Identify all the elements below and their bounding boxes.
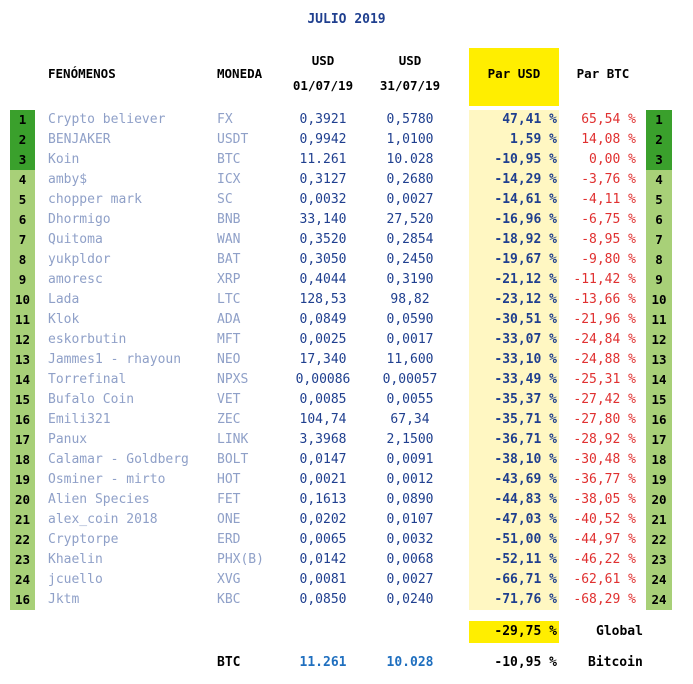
participant-name: BENJAKER (48, 132, 111, 147)
bitcoin-usd2: 10.028 (386, 655, 434, 670)
rank-number: 22 (10, 530, 35, 550)
usd-start-value: 0,3127 (299, 172, 347, 187)
participant-name: Osminer - mirto (48, 472, 166, 487)
par-btc-value: -9,80 % (581, 252, 636, 267)
rank-number-right: 5 (646, 190, 672, 210)
par-usd-value: -14,29 % (494, 172, 557, 187)
usd-start-value: 0,3050 (299, 252, 347, 267)
rank-number-right: 16 (646, 410, 672, 430)
rank-number-right: 1 (646, 110, 672, 130)
participant-name: Jammes1 - rhayoun (48, 352, 182, 367)
usd-end-value: 0,0107 (386, 512, 434, 527)
par-btc-value: -25,31 % (573, 372, 636, 387)
rank-number: 3 (10, 150, 35, 170)
participant-name: Lada (48, 292, 80, 307)
participant-name: Koin (48, 152, 80, 167)
usd-end-value: 67,34 (390, 412, 430, 427)
par-btc-value: -6,75 % (581, 212, 636, 227)
par-btc-value: -27,80 % (573, 412, 636, 427)
par-btc-value: -36,77 % (573, 472, 636, 487)
usd-start-value: 0,3921 (299, 112, 347, 127)
par-usd-value: -21,12 % (494, 272, 557, 287)
usd-end-value: 0,0012 (386, 472, 434, 487)
par-btc-value: -11,42 % (573, 272, 636, 287)
usd-end-value: 11,600 (386, 352, 434, 367)
participant-name: Khaelin (48, 552, 103, 567)
usd-start-value: 0,00086 (295, 372, 351, 387)
rank-number: 23 (10, 550, 35, 570)
par-usd-value: -19,67 % (494, 252, 557, 267)
par-usd-value: -38,10 % (494, 452, 557, 467)
rank-number-right: 10 (646, 290, 672, 310)
usd-start-value: 0,0850 (299, 592, 347, 607)
usd-end-value: 0,0027 (386, 572, 434, 587)
usd-start-value: 33,140 (299, 212, 347, 227)
usd-end-value: 0,0055 (386, 392, 434, 407)
usd-end-value: 0,0068 (386, 552, 434, 567)
rank-number: 16 (10, 410, 35, 430)
header-par-usd: Par USD (487, 66, 541, 81)
par-usd-value: -36,71 % (494, 432, 557, 447)
rank-number-right: 2 (646, 130, 672, 150)
rank-number: 11 (10, 310, 35, 330)
usd-end-value: 0,00057 (382, 372, 438, 387)
par-btc-value: -68,29 % (573, 592, 636, 607)
participant-name: Crypto believer (48, 112, 166, 127)
usd-end-value: 0,3190 (386, 272, 434, 287)
usd-start-value: 0,0065 (299, 532, 347, 547)
par-btc-value: -62,61 % (573, 572, 636, 587)
rank-number: 9 (10, 270, 35, 290)
rank-number-right: 23 (646, 550, 672, 570)
par-btc-value: -3,76 % (581, 172, 636, 187)
coin-symbol: ONE (217, 512, 241, 527)
page-title: JULIO 2019 (307, 12, 386, 27)
usd-start-value: 11.261 (299, 152, 347, 167)
usd-start-value: 3,3968 (299, 432, 347, 447)
par-btc-value: -46,22 % (573, 552, 636, 567)
participant-name: eskorbutin (48, 332, 127, 347)
usd-end-value: 0,0240 (386, 592, 434, 607)
usd-end-value: 27,520 (386, 212, 434, 227)
rank-number-right: 4 (646, 170, 672, 190)
rank-number-right: 20 (646, 490, 672, 510)
par-btc-value: -24,88 % (573, 352, 636, 367)
rank-number: 5 (10, 190, 35, 210)
usd-end-value: 0,2680 (386, 172, 434, 187)
par-btc-value: -27,42 % (573, 392, 636, 407)
par-usd-value: -66,71 % (494, 572, 557, 587)
participant-name: jcuello (48, 572, 103, 587)
rank-number-right: 24 (646, 570, 672, 590)
global-value: -29,75 % (494, 624, 557, 639)
par-usd-value: 1,59 % (510, 132, 557, 147)
rank-number-right: 24 (646, 590, 672, 610)
participant-name: Dhormigo (48, 212, 111, 227)
participant-name: Panux (48, 432, 88, 447)
coin-symbol: PHX(B) (217, 552, 264, 567)
rank-number: 10 (10, 290, 35, 310)
coin-symbol: BAT (217, 252, 241, 267)
rank-number-right: 6 (646, 210, 672, 230)
rank-number-right: 17 (646, 430, 672, 450)
participant-name: Klok (48, 312, 80, 327)
participant-name: Quitoma (48, 232, 103, 247)
usd-start-value: 0,0032 (299, 192, 347, 207)
participant-name: alex_coin 2018 (48, 512, 158, 527)
coin-symbol: BTC (217, 152, 241, 167)
usd-end-value: 0,2450 (386, 252, 434, 267)
coin-symbol: ZEC (217, 412, 241, 427)
usd-start-value: 17,340 (299, 352, 347, 367)
rank-number: 18 (10, 450, 35, 470)
par-usd-value: -43,69 % (494, 472, 557, 487)
usd-start-value: 0,0849 (299, 312, 347, 327)
usd-start-value: 0,0202 (299, 512, 347, 527)
bitcoin-par-usd: -10,95 % (494, 655, 557, 670)
usd-start-value: 0,0085 (299, 392, 347, 407)
header-usd2: USD (398, 53, 422, 68)
par-usd-value: -35,37 % (494, 392, 557, 407)
rank-number-right: 11 (646, 310, 672, 330)
par-usd-value: -30,51 % (494, 312, 557, 327)
rank-number: 21 (10, 510, 35, 530)
header-usd1-date: 01/07/19 (292, 78, 354, 93)
par-btc-value: 0,00 % (589, 152, 636, 167)
participant-name: chopper mark (48, 192, 142, 207)
rank-number: 14 (10, 370, 35, 390)
rank-number: 15 (10, 390, 35, 410)
usd-end-value: 0,0890 (386, 492, 434, 507)
rank-number: 12 (10, 330, 35, 350)
rank-number-right: 15 (646, 390, 672, 410)
coin-symbol: ERD (217, 532, 241, 547)
usd-end-value: 0,0017 (386, 332, 434, 347)
usd-start-value: 0,0147 (299, 452, 347, 467)
rank-number: 17 (10, 430, 35, 450)
rank-number-right: 3 (646, 150, 672, 170)
par-usd-value: -23,12 % (494, 292, 557, 307)
par-usd-value: -18,92 % (494, 232, 557, 247)
header-moneda: MONEDA (217, 66, 263, 81)
usd-end-value: 0,5780 (386, 112, 434, 127)
coin-symbol: VET (217, 392, 241, 407)
participant-name: amby$ (48, 172, 88, 187)
par-usd-value: -71,76 % (494, 592, 557, 607)
rank-number: 6 (10, 210, 35, 230)
usd-end-value: 0,2854 (386, 232, 434, 247)
par-usd-value: -33,49 % (494, 372, 557, 387)
coin-symbol: ICX (217, 172, 241, 187)
rank-number-right: 12 (646, 330, 672, 350)
rank-number-right: 19 (646, 470, 672, 490)
participant-name: Torrefinal (48, 372, 127, 387)
coin-symbol: BNB (217, 212, 241, 227)
par-usd-value: -52,11 % (494, 552, 557, 567)
usd-end-value: 0,0032 (386, 532, 434, 547)
coin-symbol: USDT (217, 132, 249, 147)
usd-end-value: 0,0027 (386, 192, 434, 207)
coin-symbol: LTC (217, 292, 241, 307)
participant-name: yukpldor (48, 252, 111, 267)
participant-name: Jktm (48, 592, 80, 607)
participant-name: Emili321 (48, 412, 111, 427)
par-btc-value: -4,11 % (581, 192, 636, 207)
usd-start-value: 0,0025 (299, 332, 347, 347)
rank-number: 8 (10, 250, 35, 270)
par-btc-value: -44,97 % (573, 532, 636, 547)
participant-name: Cryptorpe (48, 532, 119, 547)
coin-symbol: FX (217, 112, 233, 127)
rank-number-right: 7 (646, 230, 672, 250)
header-usd1: USD (311, 53, 335, 68)
usd-start-value: 0,4044 (299, 272, 347, 287)
usd-end-value: 98,82 (390, 292, 430, 307)
coin-symbol: NEO (217, 352, 241, 367)
participant-name: Alien Species (48, 492, 150, 507)
par-btc-value: -28,92 % (573, 432, 636, 447)
par-usd-value: -16,96 % (494, 212, 557, 227)
participant-name: Bufalo Coin (48, 392, 135, 407)
coin-symbol: XRP (217, 272, 241, 287)
usd-end-value: 2,1500 (386, 432, 434, 447)
coin-symbol: XVG (217, 572, 241, 587)
coin-symbol: MFT (217, 332, 241, 347)
par-usd-value: -10,95 % (494, 152, 557, 167)
usd-end-value: 0,0590 (386, 312, 434, 327)
bitcoin-coin: BTC (217, 655, 241, 670)
coin-symbol: KBC (217, 592, 241, 607)
par-btc-value: -38,05 % (573, 492, 636, 507)
par-usd-value: -44,83 % (494, 492, 557, 507)
rank-number-right: 18 (646, 450, 672, 470)
par-btc-value: 65,54 % (581, 112, 636, 127)
par-usd-value: -33,07 % (494, 332, 557, 347)
rank-number: 20 (10, 490, 35, 510)
usd-start-value: 0,0021 (299, 472, 347, 487)
rank-number: 13 (10, 350, 35, 370)
coin-symbol: FET (217, 492, 241, 507)
usd-start-value: 0,9942 (299, 132, 347, 147)
rank-number: 19 (10, 470, 35, 490)
par-usd-value: -33,10 % (494, 352, 557, 367)
par-usd-value: -51,00 % (494, 532, 557, 547)
rank-number-right: 21 (646, 510, 672, 530)
par-usd-value: -35,71 % (494, 412, 557, 427)
header-usd2-date: 31/07/19 (379, 78, 441, 93)
rank-number-right: 14 (646, 370, 672, 390)
usd-start-value: 0,1613 (299, 492, 347, 507)
coin-symbol: BOLT (217, 452, 249, 467)
rank-number: 2 (10, 130, 35, 150)
bitcoin-label: Bitcoin (588, 655, 643, 670)
rank-number: 4 (10, 170, 35, 190)
coin-symbol: NPXS (217, 372, 249, 387)
usd-end-value: 10.028 (386, 152, 434, 167)
usd-start-value: 104,74 (299, 412, 347, 427)
usd-end-value: 1,0100 (386, 132, 434, 147)
bitcoin-usd1: 11.261 (299, 655, 347, 670)
rank-number: 1 (10, 110, 35, 130)
header-fenomenos: FENÓMENOS (48, 66, 116, 81)
par-btc-value: -30,48 % (573, 452, 636, 467)
par-btc-value: 14,08 % (581, 132, 636, 147)
usd-start-value: 128,53 (299, 292, 347, 307)
par-usd-value: -14,61 % (494, 192, 557, 207)
usd-start-value: 0,3520 (299, 232, 347, 247)
par-usd-value: -47,03 % (494, 512, 557, 527)
participant-name: Calamar - Goldberg (48, 452, 189, 467)
rank-number: 16 (10, 590, 35, 610)
rank-number-right: 9 (646, 270, 672, 290)
par-btc-value: -13,66 % (573, 292, 636, 307)
rank-number-right: 22 (646, 530, 672, 550)
rank-number-right: 8 (646, 250, 672, 270)
coin-symbol: HOT (217, 472, 241, 487)
par-btc-value: -21,96 % (573, 312, 636, 327)
par-btc-value: -24,84 % (573, 332, 636, 347)
usd-start-value: 0,0142 (299, 552, 347, 567)
coin-symbol: ADA (217, 312, 241, 327)
coin-symbol: LINK (217, 432, 249, 447)
global-label: Global (596, 624, 643, 639)
par-usd-value: 47,41 % (502, 112, 557, 127)
coin-symbol: WAN (217, 232, 241, 247)
par-btc-value: -8,95 % (581, 232, 636, 247)
usd-start-value: 0,0081 (299, 572, 347, 587)
participant-name: amoresc (48, 272, 103, 287)
coin-symbol: SC (217, 192, 233, 207)
header-par-btc: Par BTC (576, 66, 630, 81)
par-btc-value: -40,52 % (573, 512, 636, 527)
rank-number: 7 (10, 230, 35, 250)
rank-number: 24 (10, 570, 35, 590)
usd-end-value: 0,0091 (386, 452, 434, 467)
rank-number-right: 13 (646, 350, 672, 370)
